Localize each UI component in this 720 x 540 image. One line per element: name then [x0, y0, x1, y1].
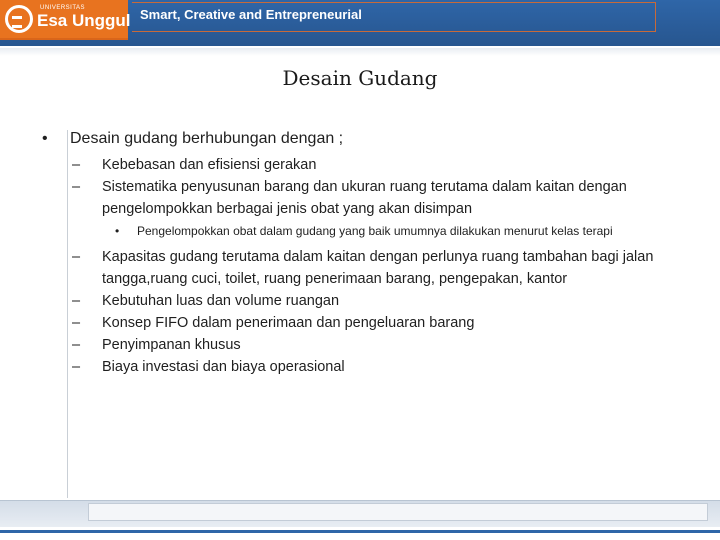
bullet-text: Sistematika penyusunan barang dan ukuran ruang terutama dalam kaitan dengan pengelompokkan berbagai jenis obat yang akan disimpan	[102, 179, 627, 217]
bullet-item	[40, 128, 700, 150]
bullet-marker: –	[72, 337, 81, 353]
bullet-marker: –	[72, 359, 81, 375]
sub-bullet-item	[40, 246, 700, 290]
sub-bullet-item	[40, 312, 700, 334]
logo-subtext: UNIVERSITAS	[40, 5, 86, 11]
slide-title: Desain Gudang	[282, 66, 438, 90]
bullet-text: Penyimpanan khusus	[102, 337, 241, 353]
header-banner	[0, 0, 720, 46]
bullet-marker: •	[115, 224, 120, 238]
decorative-band	[0, 48, 720, 56]
bullet-marker: –	[72, 249, 81, 265]
sub-bullet-item	[40, 176, 700, 220]
bullet-text: Konsep FIFO dalam penerimaan dan pengeluaran barang	[102, 315, 475, 331]
bullet-text: Kebebasan dan efisiensi gerakan	[102, 157, 317, 173]
bullet-text: Biaya investasi dan biaya operasional	[102, 359, 345, 375]
bullet-marker: –	[72, 179, 81, 195]
footer-panel	[88, 503, 708, 521]
bullet-marker: –	[72, 315, 81, 331]
sub-bullet-item	[40, 290, 700, 312]
tagline: Smart, Creative and Entrepreneurial	[140, 7, 362, 22]
bullet-marker: –	[72, 157, 81, 173]
bullet-marker: •	[42, 130, 48, 147]
bullet-list	[40, 128, 700, 378]
sub-sub-bullet-item	[40, 223, 700, 240]
logo	[0, 0, 131, 40]
sub-bullet-item	[40, 356, 700, 378]
university-emblem-icon	[5, 5, 33, 33]
sub-bullet-item	[40, 334, 700, 356]
bullet-text: Kapasitas gudang terutama dalam kaitan dengan perlunya ruang tambahan bagi jalan tangga,ruang cuci, toilet, ruang penerimaan barang, pengepakan, kantor	[102, 249, 654, 287]
bullet-marker: –	[72, 293, 81, 309]
footer-line	[0, 530, 720, 533]
sub-bullet-item	[40, 154, 700, 176]
bullet-text: Pengelompokkan obat dalam gudang yang baik umumnya dilakukan menurut kelas terapi	[137, 224, 613, 238]
bullet-text: Desain gudang berhubungan dengan ;	[70, 130, 344, 147]
logo-name: Esa Unggul	[37, 11, 131, 30]
bullet-text: Kebutuhan luas dan volume ruangan	[102, 293, 340, 309]
